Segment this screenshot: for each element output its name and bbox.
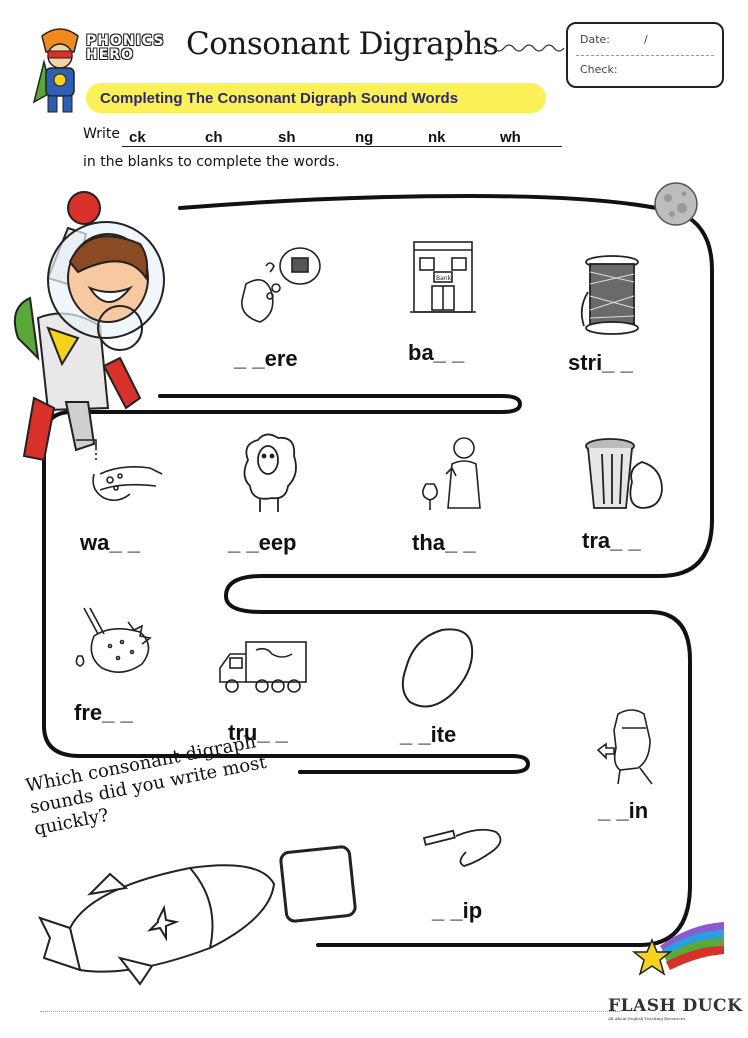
shooting-star-icon (630, 918, 726, 978)
question-text: Which consonant digraph sounds did you write most quickly? (24, 731, 269, 840)
white-blob-icon (398, 624, 478, 712)
flying-hero-boy-icon (8, 188, 178, 473)
fresh-strawberry-icon (72, 606, 156, 676)
brand-line1: PHONICS (86, 33, 165, 49)
word-9: tru_ _ (228, 720, 288, 745)
meteor-icon (652, 180, 700, 228)
brand-line2: HERO (86, 47, 134, 63)
date-label: Date: (580, 33, 610, 46)
word-6: tha_ _ (412, 530, 476, 555)
svg-text:Bank: Bank (436, 275, 452, 282)
bank-building-icon (410, 236, 476, 318)
thinking-person-icon (236, 244, 322, 326)
answer-box[interactable] (278, 844, 357, 923)
digraph-wh: wh (500, 129, 521, 146)
word-12: _ _ip (432, 898, 483, 923)
date-separator: / (644, 33, 648, 46)
flashduck-logo-text: FLASH DUCK (608, 996, 743, 1016)
page-title: Consonant Digraphs (186, 26, 499, 62)
digraph-ck: ck (129, 129, 146, 146)
flashduck-logo (608, 996, 743, 1021)
rocket-icon (30, 858, 280, 988)
string-spool-icon (574, 252, 642, 338)
digraph-sh: sh (278, 129, 296, 146)
chin-face-icon (596, 704, 658, 786)
flashduck-tagline: All About English Teaching Resources (608, 1016, 686, 1021)
word-8: fre_ _ (74, 700, 133, 725)
instruction-text: in the blanks to complete the words. (83, 154, 340, 170)
word-1: _ _ere (234, 346, 298, 371)
footer-divider (40, 1011, 620, 1012)
word-10: _ _ite (400, 722, 457, 747)
word-2: ba_ _ (408, 340, 465, 365)
check-label: Check: (580, 63, 618, 76)
word-5: _ _eep (228, 530, 297, 555)
sheep-icon (238, 430, 302, 516)
washing-hands-icon (70, 434, 166, 512)
word-11: _ _in (598, 798, 649, 823)
digraph-nk: nk (428, 129, 446, 146)
whip-icon (422, 818, 508, 872)
truck-icon (216, 636, 310, 698)
word-3: stri_ _ (568, 350, 633, 375)
thank-you-gift-icon (412, 434, 492, 514)
trash-can-icon (582, 432, 666, 514)
word-4: wa_ _ (80, 530, 140, 555)
subtitle: Completing The Consonant Digraph Sound Words (100, 90, 459, 107)
digraph-ng: ng (355, 129, 374, 146)
instruction-write: Write (83, 126, 120, 142)
word-7: tra_ _ (582, 528, 641, 553)
digraph-ch: ch (205, 129, 223, 146)
